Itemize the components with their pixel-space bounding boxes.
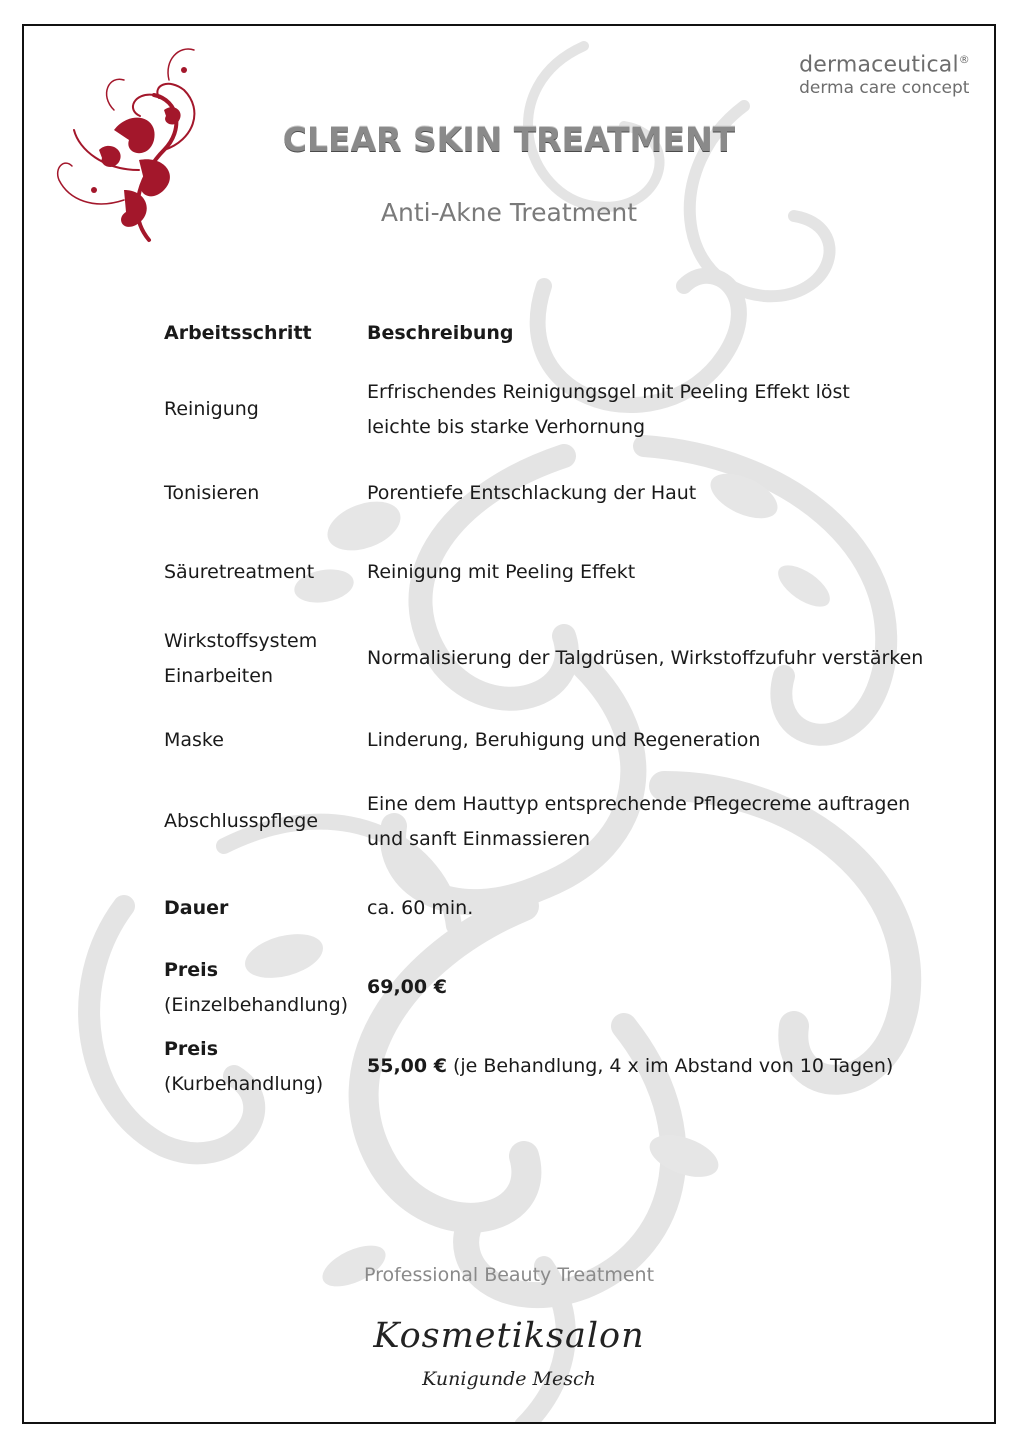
step-description: Eine dem Hauttyp entsprechende Pflegecreme auftragen und sanft Einmassieren [367,793,911,850]
document-page [22,24,996,1424]
footer-tagline: Professional Beauty Treatment [363,1264,655,1286]
step-label: Reinigung [164,398,259,420]
step-description: Normalisierung der Talgdrüsen, Wirkstoffzufuhr verstärken [367,647,924,669]
step-description: Porentiefe Entschlackung der Haut [367,482,697,504]
step-description: Reinigung mit Peeling Effekt [367,561,636,583]
salon-owner: Kunigunde Mesch [422,1368,596,1390]
step-label: Maske [164,729,224,751]
brand-name: dermaceutical® [799,52,970,78]
column-header-description: Beschreibung [367,322,514,344]
salon-name: Kosmetiksalon [373,1316,645,1356]
step-description: Erfrischendes Reinigungsgel mit Peeling Effekt löst leichte bis starke Verhornung [367,381,850,438]
step-label: Abschlusspflege [164,810,319,832]
column-header-step: Arbeitsschritt [164,322,312,344]
page-subtitle: Anti-Akne Treatment [380,198,638,227]
step-label: Wirkstoffsystem Einarbeiten [164,630,318,687]
page-title: CLEAR SKIN TREATMENT [282,120,736,159]
brand-tagline: derma care concept [799,78,970,99]
brand-logo [799,48,970,99]
price-course-value: 55,00 € (je Behandlung, 4 x im Abstand von 10 Tagen) [367,1055,894,1077]
step-label: Tonisieren [164,482,260,504]
price-single-label: Preis (Einzelbehandlung) [164,959,349,1016]
step-description: Linderung, Beruhigung und Regeneration [367,729,761,751]
price-course-label: Preis (Kurbehandlung) [164,1038,324,1095]
duration-value: ca. 60 min. [367,897,474,919]
duration-label: Dauer [164,897,229,919]
price-single-value: 69,00 € [367,976,447,998]
step-label: Säuretreatment [164,561,315,583]
